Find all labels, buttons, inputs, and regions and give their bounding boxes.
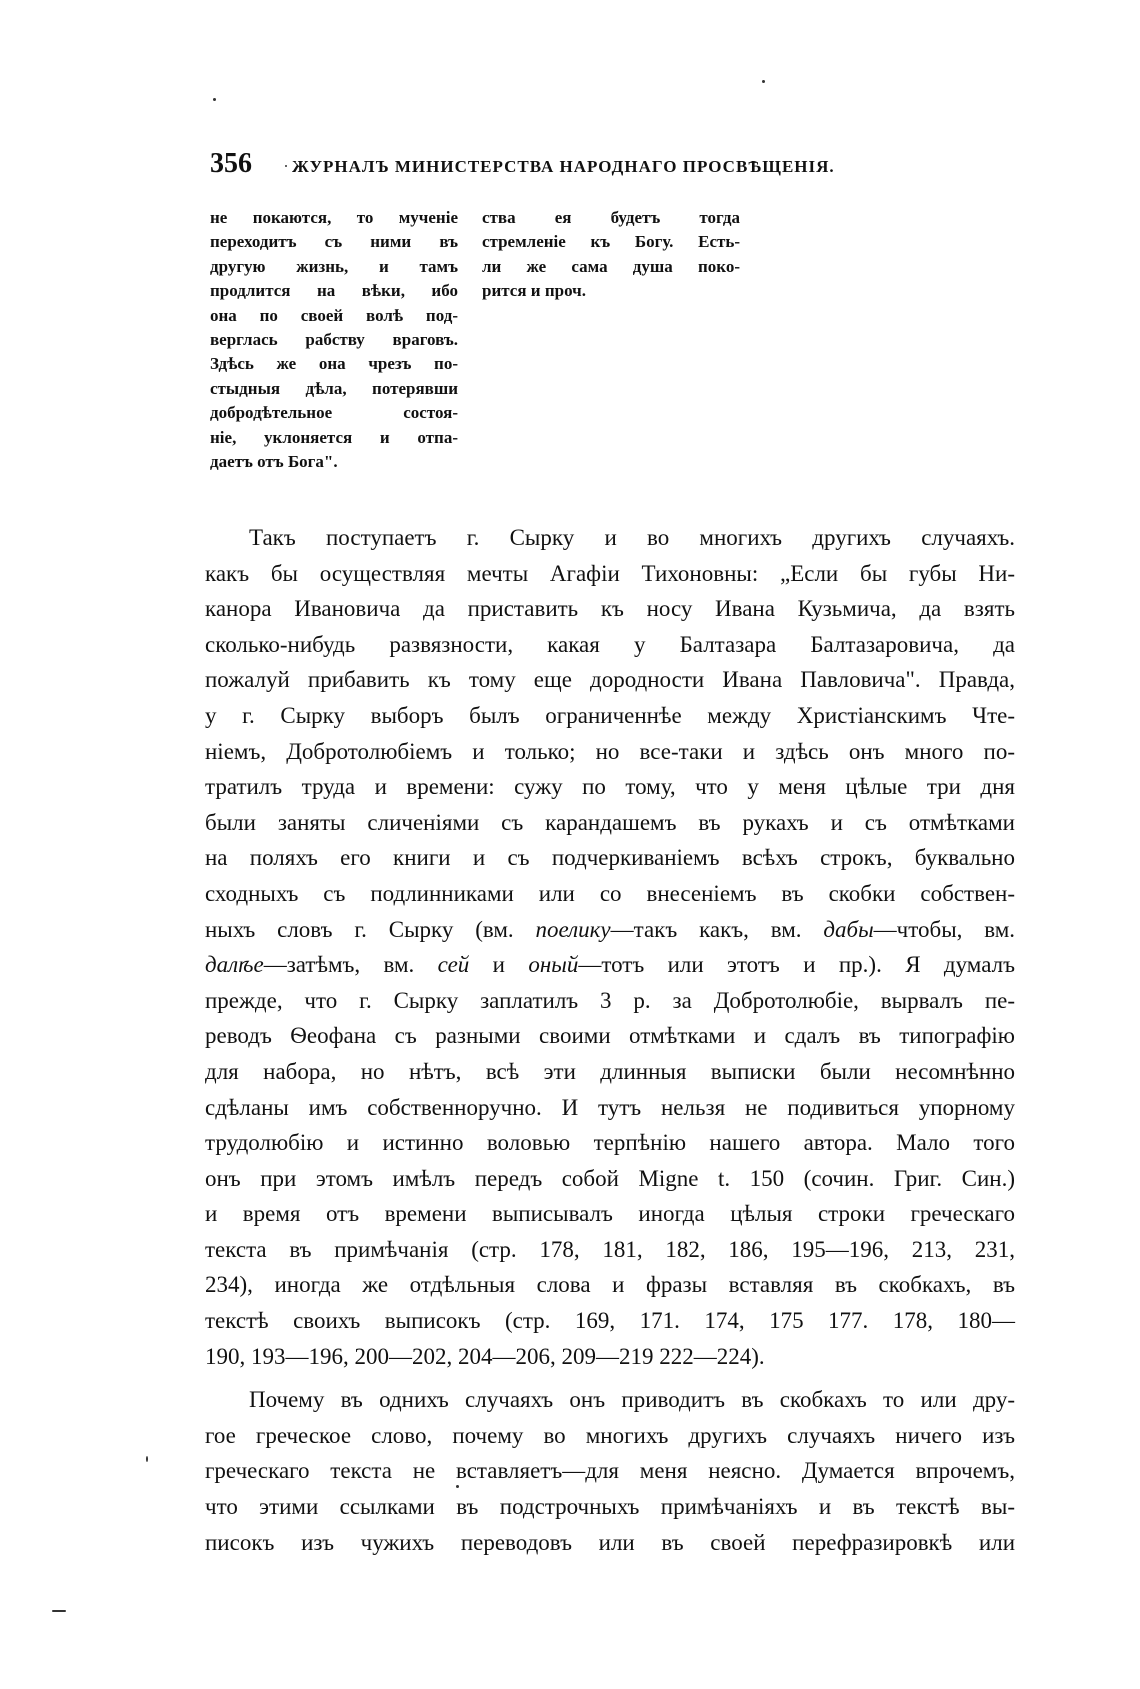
text-segment: —затѣмъ, вм.	[263, 952, 438, 978]
italic-word: оный	[528, 952, 579, 978]
main-text	[205, 520, 1015, 1560]
quote-left-column	[210, 206, 458, 474]
text-line: что этими ссылками въ подстрочныхъ примѣчаніяхъ и въ текстѣ вы-	[205, 1494, 1015, 1520]
text-line: греческаго текста не вставляетъ—для меня неясно. Думается впрочемъ,	[205, 1458, 1015, 1484]
text-line: на поляхъ его книги и съ подчеркиваніемъ всѣхъ строкъ, буквально	[205, 845, 1015, 871]
italic-word: поелику	[535, 916, 611, 942]
text-line: Такъ поступаетъ г. Сырку и во многихъ другихъ случаяхъ.	[249, 525, 1015, 550]
text-line-with-italics	[205, 947, 1015, 983]
text-segment: —такъ какъ, вм.	[610, 916, 824, 942]
quote-right-line: стремленіе къ Богу. Есть-	[482, 232, 740, 252]
quote-left-line: она по своей волѣ под-	[210, 305, 458, 325]
scan-speck	[52, 1610, 66, 1612]
quote-left-line: переходитъ съ ними въ	[210, 232, 458, 252]
text-line: текста въ примѣчанія (стр. 178, 181, 182, 186, 195—196, 213, 231,	[205, 1236, 1015, 1262]
text-line: тратилъ труда и времени: сужу по тому, что у меня цѣлые три дня	[205, 774, 1015, 800]
scan-speck	[285, 165, 287, 167]
scan-speck	[456, 1485, 459, 1488]
text-line: Почему въ однихъ случаяхъ онъ приводитъ въ скобкахъ то или дру-	[249, 1387, 1015, 1413]
text-line: у г. Сырку выборъ былъ ограниченнѣе между Христіанскимъ Чте-	[205, 702, 1015, 728]
text-line: ніемъ, Добротолюбіемъ и только; но все-таки и здѣсь онъ много по-	[205, 738, 1015, 764]
text-line: сколько-нибудь развязности, какая у Балтазара Балтазаровича, да	[205, 631, 1015, 657]
quote-right-line: ли же сама душа поко-	[482, 256, 740, 276]
italic-word: далѣе	[205, 952, 264, 978]
quote-left-line: другую жизнь, и тамъ	[210, 256, 458, 276]
quote-left-line: продлится на вѣки, ибо	[210, 281, 458, 301]
paragraph-gap	[205, 1374, 1015, 1382]
quote-right-line: ства ея будетъ тогда	[482, 208, 740, 227]
text-line: текстѣ своихъ выписокъ (стр. 169, 171. 174, 175 177. 178, 180—	[205, 1308, 1015, 1334]
text-line: и время отъ времени выписывалъ иногда цѣлыя строки греческаго	[205, 1201, 1015, 1227]
quote-right-line: рится и проч.	[482, 281, 586, 301]
quote-left-line: Здѣсь же она чрезъ по-	[210, 354, 458, 374]
text-line: трудолюбію и истинно воловью терпѣнію нашего автора. Мало того	[205, 1130, 1015, 1156]
quote-left-line: добродѣтельное состоя-	[210, 403, 458, 423]
italic-word: сей	[437, 952, 470, 978]
text-line: гое греческое слово, почему во многихъ другихъ случаяхъ ничего изъ	[205, 1422, 1015, 1448]
scan-speck	[762, 80, 765, 83]
text-line-with-italics	[205, 912, 1015, 948]
text-line: 190, 193—196, 200—202, 204—206, 209—219 222—224).	[205, 1343, 765, 1369]
quote-right-column	[482, 206, 740, 304]
text-line: сдѣланы имъ собственноручно. И тутъ нельзя не подивиться упорному	[205, 1094, 1015, 1120]
text-segment: и	[469, 952, 529, 978]
scan-speck	[146, 1456, 148, 1462]
text-line: пожалуй прибавить къ тому еще дородности Ивана Павловича". Правда,	[205, 667, 1015, 693]
quote-left-line: верглась рабству враговъ.	[210, 330, 458, 350]
text-line: 234), иногда же отдѣльныя слова и фразы вставляя въ скобкахъ, въ	[205, 1272, 1015, 1298]
text-line: были заняты сличеніями съ карандашемъ въ рукахъ и съ отмѣтками	[205, 809, 1015, 835]
text-line: прежде, что г. Сырку заплатилъ 3 р. за Добротолюбіе, вырвалъ пе-	[205, 987, 1015, 1013]
italic-word: дабы	[823, 916, 874, 942]
text-line: реводъ Ѳеофана съ разными своими отмѣтками и сдалъ въ типографію	[205, 1023, 1015, 1049]
running-title: ЖУРНАЛЪ МИНИСТЕРСТВА НАРОДНАГО ПРОСВѢЩЕНІЯ.	[292, 157, 835, 176]
page-number: 356	[210, 148, 252, 179]
quote-left-line: даетъ отъ Бога".	[210, 452, 338, 472]
text-line: онъ при этомъ имѣлъ передъ собой Migne t. 150 (сочин. Григ. Син.)	[205, 1165, 1015, 1191]
text-line: для набора, но нѣтъ, всѣ эти длинныя выписки были несомнѣнно	[205, 1058, 1015, 1084]
quote-left-line: ніе, уклоняется и отпа-	[210, 427, 458, 447]
text-line: канора Ивановича да приставить къ носу Ивана Кузьмича, да взять	[205, 596, 1015, 622]
text-line: сходныхъ съ подлинниками или со внесеніемъ въ скобки собствен-	[205, 880, 1015, 906]
text-segment: —тотъ или этотъ и пр.). Я думалъ	[578, 952, 1015, 978]
text-line: какъ бы осуществляя мечты Агафіи Тихоновны: „Если бы губы Ни-	[205, 560, 1015, 586]
text-segment: —чтобы, вм.	[873, 916, 1016, 942]
page-header	[210, 148, 910, 180]
scan-speck	[213, 98, 216, 101]
quote-columns	[210, 206, 770, 506]
quote-left-line: стыдныя дѣла, потерявши	[210, 378, 458, 398]
text-segment: ныхъ словъ г. Сырку (вм.	[205, 916, 536, 942]
quote-left-line: не покаются, то мученіе	[210, 208, 458, 227]
text-line: писокъ изъ чужихъ переводовъ или въ своей перефразировкѣ или	[205, 1529, 1015, 1555]
